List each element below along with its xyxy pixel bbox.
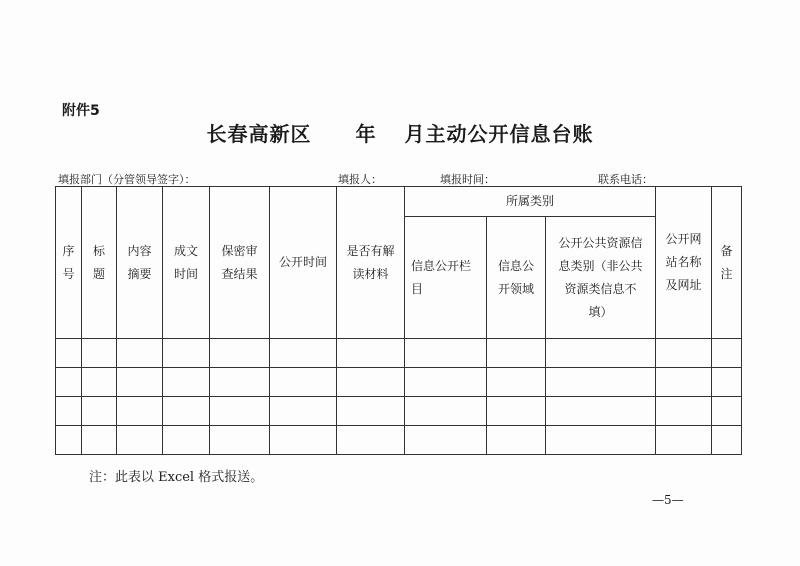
table-row (56, 397, 742, 426)
header-website: 公开网站名称及网址 (656, 187, 712, 339)
table-cell[interactable] (82, 426, 117, 455)
table-cell[interactable] (712, 426, 742, 455)
table-cell[interactable] (210, 426, 270, 455)
table-cell[interactable] (270, 426, 337, 455)
table-cell[interactable] (337, 426, 405, 455)
table-cell[interactable] (163, 368, 210, 397)
report-time-field-label: 填报时间： (440, 173, 495, 186)
table-cell[interactable] (117, 339, 163, 368)
table-cell[interactable] (405, 368, 487, 397)
table-cell[interactable] (163, 339, 210, 368)
department-field-label: 填报部门（分管领导签字）： (58, 173, 196, 186)
header-seq: 序号 (56, 187, 82, 339)
table-cell[interactable] (210, 397, 270, 426)
table-cell[interactable] (405, 426, 487, 455)
table-cell[interactable] (117, 368, 163, 397)
reporter-field-label: 填报人： (338, 173, 382, 186)
table-cell[interactable] (56, 339, 82, 368)
table-cell[interactable] (210, 339, 270, 368)
table-cell[interactable] (546, 426, 656, 455)
table-cell[interactable] (546, 397, 656, 426)
header-publish-time: 公开时间 (270, 187, 337, 339)
table-cell[interactable] (712, 339, 742, 368)
table-cell[interactable] (56, 426, 82, 455)
table-cell[interactable] (487, 368, 546, 397)
table-cell[interactable] (56, 397, 82, 426)
table-cell[interactable] (656, 397, 712, 426)
table-cell[interactable] (712, 397, 742, 426)
footnote: 注：此表以 Excel 格式报送。 (89, 470, 264, 485)
table-cell[interactable] (210, 368, 270, 397)
table-cell[interactable] (56, 368, 82, 397)
table-cell[interactable] (405, 397, 487, 426)
page-number: —5— (652, 493, 684, 507)
header-date-made: 成文时间 (163, 187, 210, 339)
ledger-table (55, 186, 742, 455)
table-cell[interactable] (337, 368, 405, 397)
table-cell[interactable] (656, 368, 712, 397)
phone-field-label: 联系电话： (598, 173, 653, 186)
header-security-review: 保密审查结果 (210, 187, 270, 339)
header-category-group: 所属类别 (405, 187, 656, 217)
header-remarks: 备注 (712, 187, 742, 339)
table-cell[interactable] (487, 339, 546, 368)
page-title (0, 118, 800, 147)
header-interpretation: 是否有解读材料 (337, 187, 405, 339)
table-cell[interactable] (405, 339, 487, 368)
table-cell[interactable] (487, 397, 546, 426)
header-column: 信息公开栏目 (405, 217, 487, 339)
table-cell[interactable] (82, 339, 117, 368)
table-cell[interactable] (270, 368, 337, 397)
table-cell[interactable] (546, 339, 656, 368)
table-cell[interactable] (270, 397, 337, 426)
table-cell[interactable] (337, 339, 405, 368)
table-cell[interactable] (712, 368, 742, 397)
title-rest: 月主动公开信息台账 (404, 122, 594, 146)
header-public-resource: 公开公共资源信息类别（非公共资源类信息不填） (546, 217, 656, 339)
header-summary: 内容摘要 (117, 187, 163, 339)
table-row (56, 426, 742, 455)
table-cell[interactable] (656, 339, 712, 368)
table-cell[interactable] (656, 426, 712, 455)
title-org: 长春高新区 (206, 122, 312, 146)
attachment-label: 附件5 (62, 103, 100, 119)
header-title: 标题 (82, 187, 117, 339)
table-row (56, 368, 742, 397)
table-cell[interactable] (117, 426, 163, 455)
header-field: 信息公开领域 (487, 217, 546, 339)
table-row (56, 339, 742, 368)
table-cell[interactable] (82, 397, 117, 426)
table-cell[interactable] (82, 368, 117, 397)
table-cell[interactable] (546, 368, 656, 397)
table-cell[interactable] (337, 397, 405, 426)
title-year: 年 (355, 122, 377, 146)
table-cell[interactable] (163, 426, 210, 455)
table-cell[interactable] (270, 339, 337, 368)
table-cell[interactable] (117, 397, 163, 426)
table-cell[interactable] (487, 426, 546, 455)
table-cell[interactable] (163, 397, 210, 426)
